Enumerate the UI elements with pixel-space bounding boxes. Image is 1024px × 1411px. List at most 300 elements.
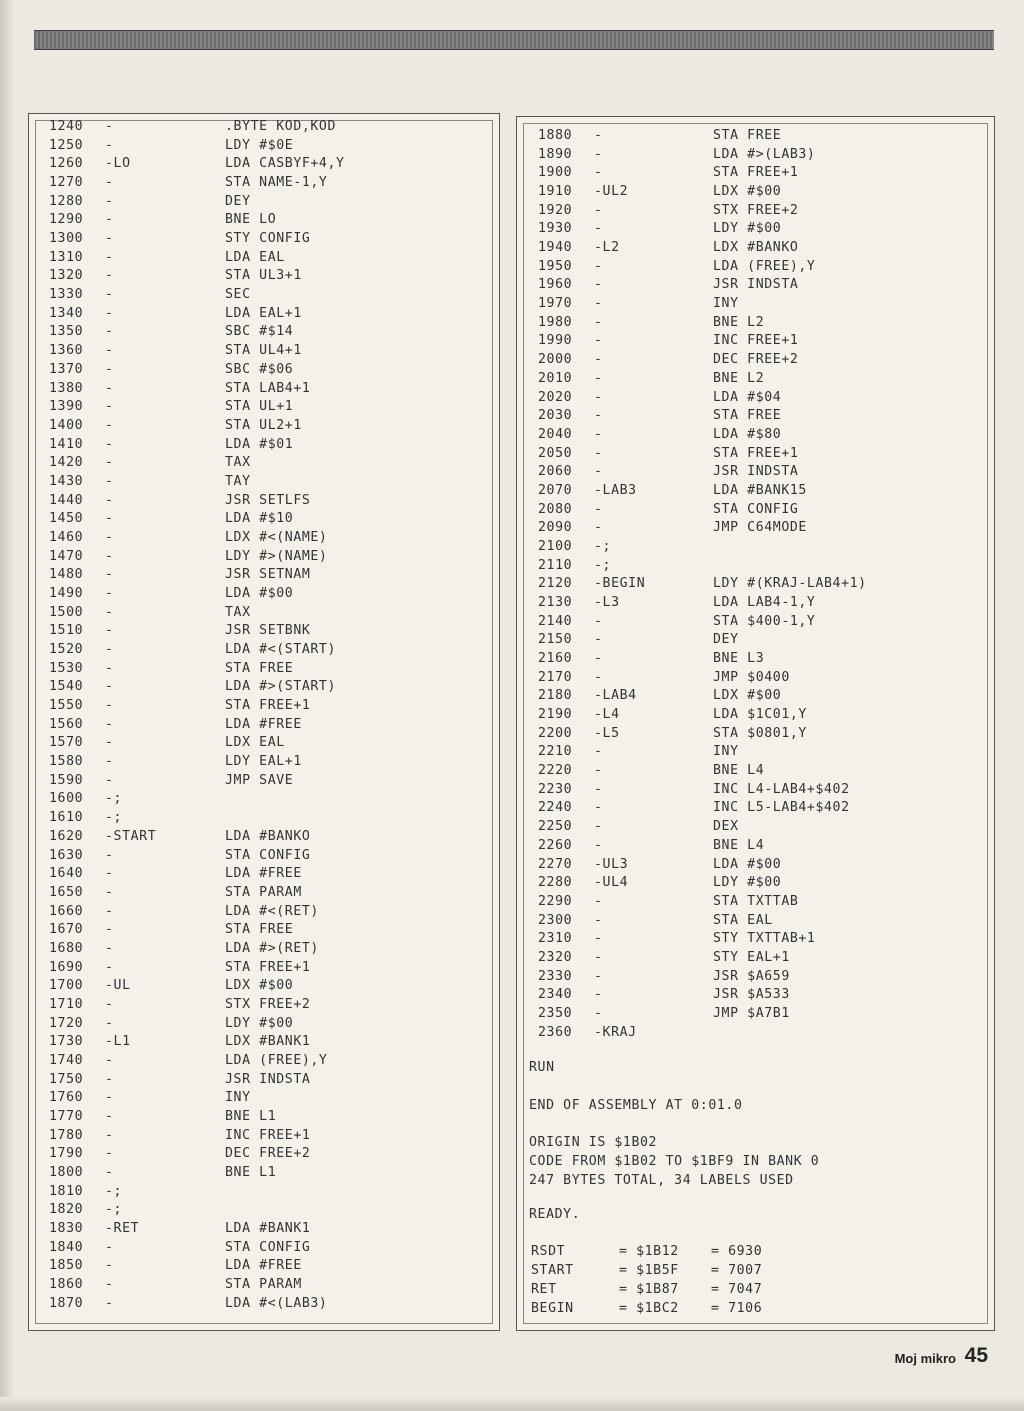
listing-line bbox=[517, 985, 994, 1004]
listing-line bbox=[517, 929, 994, 948]
symbol-decimal: = 7007 bbox=[711, 1263, 763, 1278]
origin-message: ORIGIN IS $1B02 bbox=[529, 1135, 658, 1150]
listing-line bbox=[29, 379, 499, 398]
listing-line bbox=[29, 771, 499, 790]
line-label: -UL bbox=[105, 978, 131, 994]
ready-prompt: READY. bbox=[529, 1207, 581, 1222]
line-number: 1790 bbox=[49, 1146, 84, 1162]
line-label: - bbox=[594, 912, 603, 928]
line-number: 1480 bbox=[49, 567, 84, 583]
magazine-name: Moj mikro bbox=[894, 1351, 956, 1366]
line-instruction: DEY bbox=[225, 193, 251, 209]
line-label: - bbox=[105, 473, 114, 489]
line-label: - bbox=[594, 389, 603, 405]
line-number: 1980 bbox=[538, 314, 573, 330]
listing-line bbox=[517, 369, 994, 388]
line-number: 1340 bbox=[49, 305, 84, 321]
listing-line bbox=[517, 855, 994, 874]
line-number: 1250 bbox=[49, 137, 84, 153]
line-instruction: STA UL3+1 bbox=[225, 268, 302, 284]
listing-line bbox=[29, 397, 499, 416]
line-number: 2140 bbox=[538, 613, 573, 629]
line-number: 2360 bbox=[538, 1024, 573, 1040]
line-number: 2010 bbox=[538, 370, 573, 386]
line-instruction: INY bbox=[225, 1090, 251, 1106]
line-number: 1760 bbox=[49, 1090, 84, 1106]
line-instruction: INC L5-LAB4+$402 bbox=[713, 800, 850, 816]
line-number: 1660 bbox=[49, 903, 84, 919]
line-instruction: STA FREE bbox=[713, 128, 782, 143]
header-bar bbox=[34, 30, 994, 50]
listing-line bbox=[517, 425, 994, 444]
line-number: 1890 bbox=[538, 146, 573, 162]
line-number: 1950 bbox=[538, 258, 573, 274]
line-label: - bbox=[594, 128, 603, 143]
line-instruction: JMP $0400 bbox=[713, 669, 790, 685]
line-instruction: JSR SETBNK bbox=[225, 623, 311, 639]
listing-line bbox=[29, 920, 499, 939]
line-instruction: STA UL+1 bbox=[225, 399, 294, 415]
line-instruction: JSR SETLFS bbox=[225, 492, 311, 508]
line-label: - bbox=[105, 679, 114, 695]
line-instruction: LDA #BANK15 bbox=[713, 482, 807, 498]
line-instruction: JMP SAVE bbox=[225, 772, 294, 788]
line-number: 1640 bbox=[49, 866, 84, 882]
line-instruction: LDX #$00 bbox=[225, 978, 294, 994]
listing-line bbox=[29, 1107, 499, 1126]
line-label: - bbox=[594, 949, 603, 965]
line-label: - bbox=[105, 1015, 114, 1031]
listing-line bbox=[29, 528, 499, 547]
line-label: -L2 bbox=[594, 240, 620, 256]
line-instruction: STA CONFIG bbox=[225, 1239, 311, 1255]
line-number: 1600 bbox=[49, 791, 84, 807]
listing-line bbox=[29, 827, 499, 846]
line-number: 1650 bbox=[49, 884, 84, 900]
line-number: 1900 bbox=[538, 165, 573, 181]
line-instruction: STA FREE bbox=[225, 922, 294, 938]
line-number: 1620 bbox=[49, 828, 84, 844]
line-label: - bbox=[105, 492, 114, 508]
line-instruction: LDA #$80 bbox=[713, 426, 782, 442]
line-instruction: LDA #FREE bbox=[225, 866, 302, 882]
symbol-hex: = $1B5F bbox=[619, 1263, 679, 1278]
line-number: 1420 bbox=[49, 455, 84, 471]
listing-line bbox=[29, 864, 499, 883]
line-instruction: INY bbox=[713, 744, 739, 760]
listing-line bbox=[29, 173, 499, 192]
line-instruction: SEC bbox=[225, 287, 251, 303]
line-number: 1410 bbox=[49, 436, 84, 452]
listing-line bbox=[29, 210, 499, 229]
line-number: 1690 bbox=[49, 959, 84, 975]
line-instruction: STA FREE+1 bbox=[225, 959, 311, 975]
line-number: 1630 bbox=[49, 847, 84, 863]
line-instruction: .BYTE KOD,KOD bbox=[225, 119, 337, 134]
line-label: - bbox=[105, 847, 114, 863]
listing-line bbox=[517, 1023, 994, 1042]
line-instruction: BNE LO bbox=[225, 212, 277, 228]
line-label: - bbox=[594, 296, 603, 312]
line-instruction: DEX bbox=[713, 819, 739, 835]
listing-line bbox=[517, 537, 994, 556]
listing-line bbox=[29, 266, 499, 285]
line-label: - bbox=[105, 193, 114, 209]
line-label: - bbox=[105, 996, 114, 1012]
line-number: 1450 bbox=[49, 511, 84, 527]
listing-line bbox=[29, 565, 499, 584]
line-number: 1500 bbox=[49, 604, 84, 620]
line-instruction: TAY bbox=[225, 473, 251, 489]
listing-line bbox=[517, 518, 994, 537]
listing-line bbox=[517, 742, 994, 761]
listing-panel-right bbox=[516, 116, 995, 1331]
line-instruction: STY EAL+1 bbox=[713, 949, 790, 965]
line-number: 1370 bbox=[49, 361, 84, 377]
line-instruction: BNE L4 bbox=[713, 837, 765, 853]
listing-line bbox=[29, 1238, 499, 1257]
line-number: 1780 bbox=[49, 1127, 84, 1143]
line-label: - bbox=[594, 520, 603, 536]
listing-line bbox=[517, 817, 994, 836]
listing-line bbox=[517, 350, 994, 369]
line-label: - bbox=[594, 781, 603, 797]
line-label: -; bbox=[594, 557, 612, 573]
listing-line bbox=[517, 724, 994, 743]
line-label: - bbox=[594, 221, 603, 237]
line-instruction: STA FREE+1 bbox=[225, 698, 311, 714]
listing-line bbox=[29, 547, 499, 566]
listing-line bbox=[517, 294, 994, 313]
line-label: - bbox=[594, 408, 603, 424]
listing-line bbox=[29, 1051, 499, 1070]
line-number: 2070 bbox=[538, 482, 573, 498]
line-number: 1550 bbox=[49, 698, 84, 714]
line-number: 1350 bbox=[49, 324, 84, 340]
listing-line bbox=[517, 238, 994, 257]
line-instruction: LDA #>(RET) bbox=[225, 940, 319, 956]
line-number: 2160 bbox=[538, 651, 573, 667]
listing-line bbox=[517, 798, 994, 817]
line-label: - bbox=[105, 754, 114, 770]
line-label: - bbox=[105, 1071, 114, 1087]
line-label: - bbox=[594, 202, 603, 218]
line-instruction: JSR SETNAM bbox=[225, 567, 311, 583]
line-number: 1680 bbox=[49, 940, 84, 956]
line-label: - bbox=[105, 399, 114, 415]
listing-line bbox=[29, 1032, 499, 1051]
line-instruction: LDA #BANK1 bbox=[225, 1221, 311, 1237]
listing-line bbox=[517, 331, 994, 350]
line-number: 1770 bbox=[49, 1109, 84, 1125]
line-number: 1700 bbox=[49, 978, 84, 994]
line-instruction: LDA #BANKO bbox=[225, 828, 311, 844]
listing-line bbox=[29, 416, 499, 435]
line-label: - bbox=[594, 146, 603, 162]
line-instruction: LDX EAL bbox=[225, 735, 285, 751]
line-instruction: BNE L2 bbox=[713, 370, 765, 386]
listing-line bbox=[517, 257, 994, 276]
line-label: - bbox=[105, 1277, 114, 1293]
symbol-hex: = $1B12 bbox=[619, 1244, 679, 1259]
line-label: - bbox=[105, 716, 114, 732]
line-number: 2300 bbox=[538, 912, 573, 928]
listing-line bbox=[29, 509, 499, 528]
listing-line bbox=[29, 248, 499, 267]
line-number: 1310 bbox=[49, 249, 84, 265]
line-label: - bbox=[105, 548, 114, 564]
listing-line bbox=[517, 873, 994, 892]
line-label: - bbox=[594, 314, 603, 330]
listing-line bbox=[517, 836, 994, 855]
line-instruction: BNE L1 bbox=[225, 1109, 277, 1125]
listing-line bbox=[29, 491, 499, 510]
line-instruction: INY bbox=[713, 296, 739, 312]
line-label: -LAB3 bbox=[594, 482, 637, 498]
line-label: - bbox=[105, 660, 114, 676]
line-instruction: STX FREE+2 bbox=[225, 996, 311, 1012]
line-label: - bbox=[105, 1053, 114, 1068]
listing-line bbox=[29, 1182, 499, 1201]
listing-line bbox=[29, 1200, 499, 1219]
listing-line bbox=[517, 275, 994, 294]
line-number: 2060 bbox=[538, 464, 573, 480]
listing-line bbox=[29, 360, 499, 379]
symbol-hex: = $1BC2 bbox=[619, 1301, 679, 1316]
line-label: -; bbox=[105, 810, 123, 826]
line-label: - bbox=[105, 586, 114, 601]
line-label: - bbox=[105, 287, 114, 303]
line-instruction: STA NAME-1,Y bbox=[225, 175, 328, 191]
line-number: 1860 bbox=[49, 1277, 84, 1293]
listing-line bbox=[29, 1275, 499, 1294]
line-instruction: DEY bbox=[713, 632, 739, 648]
line-number: 1330 bbox=[49, 287, 84, 303]
line-instruction: STA PARAM bbox=[225, 884, 302, 900]
line-label: - bbox=[594, 1005, 603, 1021]
line-instruction: LDX #$00 bbox=[713, 184, 782, 200]
listing-line bbox=[517, 145, 994, 164]
line-number: 2120 bbox=[538, 576, 573, 592]
line-instruction: BNE L1 bbox=[225, 1165, 277, 1181]
line-instruction: LDY #$00 bbox=[713, 221, 782, 237]
line-number: 1300 bbox=[49, 231, 84, 247]
line-label: -LAB4 bbox=[594, 688, 637, 704]
line-number: 1920 bbox=[538, 202, 573, 218]
listing-line bbox=[29, 603, 499, 622]
line-label: - bbox=[105, 1165, 114, 1181]
line-instruction: JSR INDSTA bbox=[713, 464, 799, 480]
line-label: - bbox=[594, 744, 603, 760]
line-label: - bbox=[105, 642, 114, 658]
line-instruction: LDA #<(START) bbox=[225, 642, 337, 658]
line-number: 1560 bbox=[49, 716, 84, 732]
listing-line bbox=[517, 892, 994, 911]
line-instruction: LDA #>(LAB3) bbox=[713, 146, 816, 162]
line-number: 1440 bbox=[49, 492, 84, 508]
line-label: -UL4 bbox=[594, 875, 629, 891]
listing-line bbox=[29, 659, 499, 678]
listing-line bbox=[29, 677, 499, 696]
line-number: 2100 bbox=[538, 538, 573, 554]
listing-line bbox=[29, 1256, 499, 1275]
line-label: - bbox=[594, 987, 603, 1003]
line-label: - bbox=[594, 352, 603, 368]
line-number: 1460 bbox=[49, 529, 84, 545]
line-instruction: LDA #$00 bbox=[713, 856, 782, 872]
listing-line bbox=[29, 1219, 499, 1238]
line-label: - bbox=[594, 165, 603, 181]
line-label: - bbox=[105, 361, 114, 377]
line-number: 1750 bbox=[49, 1071, 84, 1087]
line-instruction: LDY #$0E bbox=[225, 137, 294, 153]
line-number: 1380 bbox=[49, 380, 84, 396]
line-instruction: STA FREE+1 bbox=[713, 165, 799, 181]
line-label: - bbox=[105, 511, 114, 527]
line-label: - bbox=[105, 268, 114, 284]
line-instruction: LDA CASBYF+4,Y bbox=[225, 156, 345, 172]
listing-line bbox=[29, 715, 499, 734]
line-number: 2210 bbox=[538, 744, 573, 760]
line-label: - bbox=[594, 277, 603, 293]
line-instruction: STA FREE bbox=[225, 660, 294, 676]
line-number: 2280 bbox=[538, 875, 573, 891]
line-instruction: BNE L4 bbox=[713, 763, 765, 779]
listing-line bbox=[29, 995, 499, 1014]
line-instruction: STA FREE+1 bbox=[713, 445, 799, 461]
listing-line bbox=[29, 154, 499, 173]
line-label: - bbox=[105, 866, 114, 882]
line-label: -BEGIN bbox=[594, 576, 646, 592]
listing-line bbox=[517, 444, 994, 463]
line-instruction: JMP $A7B1 bbox=[713, 1005, 790, 1021]
line-number: 1280 bbox=[49, 193, 84, 209]
line-label: - bbox=[594, 426, 603, 442]
listing-line bbox=[517, 388, 994, 407]
line-instruction: LDY #$00 bbox=[225, 1015, 294, 1031]
listing-line bbox=[29, 640, 499, 659]
line-instruction: DEC FREE+2 bbox=[225, 1146, 311, 1162]
line-instruction: STA PARAM bbox=[225, 1277, 302, 1293]
line-label: - bbox=[105, 772, 114, 788]
line-number: 1840 bbox=[49, 1239, 84, 1255]
line-label: - bbox=[105, 1127, 114, 1143]
listing-line bbox=[517, 219, 994, 238]
line-instruction: LDA #FREE bbox=[225, 1258, 302, 1274]
line-label: - bbox=[594, 258, 603, 274]
line-instruction: LDX #<(NAME) bbox=[225, 529, 328, 545]
line-number: 2230 bbox=[538, 781, 573, 797]
listing-line bbox=[29, 902, 499, 921]
listing-line bbox=[29, 1014, 499, 1033]
line-label: - bbox=[594, 464, 603, 480]
line-number: 2330 bbox=[538, 968, 573, 984]
line-label: - bbox=[105, 324, 114, 340]
line-instruction: STA CONFIG bbox=[713, 501, 799, 517]
line-label: - bbox=[594, 837, 603, 853]
line-instruction: LDA (FREE),Y bbox=[713, 258, 816, 274]
line-instruction: STY TXTTAB+1 bbox=[713, 931, 816, 947]
line-label: - bbox=[105, 567, 114, 583]
line-number: 2000 bbox=[538, 352, 573, 368]
line-number: 1540 bbox=[49, 679, 84, 695]
line-instruction: STA UL4+1 bbox=[225, 343, 302, 359]
listing-line bbox=[29, 584, 499, 603]
line-label: -UL3 bbox=[594, 856, 629, 872]
listing-line bbox=[517, 313, 994, 332]
line-number: 1520 bbox=[49, 642, 84, 658]
line-instruction: LDA #FREE bbox=[225, 716, 302, 732]
line-number: 2170 bbox=[538, 669, 573, 685]
run-command: RUN bbox=[529, 1060, 555, 1075]
line-number: 1710 bbox=[49, 996, 84, 1012]
line-instruction: TAX bbox=[225, 604, 251, 620]
listing-line bbox=[29, 846, 499, 865]
listing-line bbox=[517, 948, 994, 967]
line-number: 1580 bbox=[49, 754, 84, 770]
listing-line bbox=[29, 752, 499, 771]
line-label: - bbox=[105, 1090, 114, 1106]
listing-line bbox=[29, 435, 499, 454]
line-instruction: LDY EAL+1 bbox=[225, 754, 302, 770]
listing-line bbox=[517, 182, 994, 201]
line-label: - bbox=[105, 698, 114, 714]
symbol-name: START bbox=[531, 1263, 574, 1278]
line-instruction: LDA $1C01,Y bbox=[713, 707, 807, 723]
listing-line bbox=[29, 976, 499, 995]
line-number: 1610 bbox=[49, 810, 84, 826]
line-instruction: LDX #BANK1 bbox=[225, 1034, 311, 1050]
line-instruction: JSR INDSTA bbox=[713, 277, 799, 293]
symbol-name: RET bbox=[531, 1282, 557, 1297]
line-number: 2290 bbox=[538, 893, 573, 909]
line-number: 1870 bbox=[49, 1295, 84, 1311]
listing-line bbox=[517, 686, 994, 705]
line-number: 1270 bbox=[49, 175, 84, 191]
line-instruction: JMP C64MODE bbox=[713, 520, 807, 536]
line-label: - bbox=[105, 212, 114, 228]
line-label: -UL2 bbox=[594, 184, 629, 200]
page-edge-shadow bbox=[0, 0, 14, 1411]
line-instruction: LDA #>(START) bbox=[225, 679, 337, 695]
line-label: - bbox=[105, 455, 114, 471]
line-label: - bbox=[594, 800, 603, 816]
line-number: 2270 bbox=[538, 856, 573, 872]
line-number: 1590 bbox=[49, 772, 84, 788]
line-number: 2310 bbox=[538, 931, 573, 947]
line-label: -KRAJ bbox=[594, 1024, 637, 1040]
listing-line bbox=[29, 453, 499, 472]
line-label: - bbox=[105, 175, 114, 191]
assembly-end-message: END OF ASSEMBLY AT 0:01.0 bbox=[529, 1098, 743, 1113]
listing-line bbox=[29, 341, 499, 360]
listing-line bbox=[29, 883, 499, 902]
line-instruction: TAX bbox=[225, 455, 251, 471]
line-instruction: LDA #$01 bbox=[225, 436, 294, 452]
line-instruction: LDY #$00 bbox=[713, 875, 782, 891]
line-number: 1390 bbox=[49, 399, 84, 415]
line-number: 1490 bbox=[49, 586, 84, 601]
line-number: 1470 bbox=[49, 548, 84, 564]
listing-line bbox=[29, 1126, 499, 1145]
line-instruction: STA $400-1,Y bbox=[713, 613, 816, 629]
line-instruction: LDA #<(LAB3) bbox=[225, 1295, 328, 1311]
line-label: - bbox=[105, 940, 114, 956]
line-instruction: LDA #$10 bbox=[225, 511, 294, 527]
listing-line bbox=[517, 705, 994, 724]
line-number: 2080 bbox=[538, 501, 573, 517]
line-label: - bbox=[105, 1146, 114, 1162]
